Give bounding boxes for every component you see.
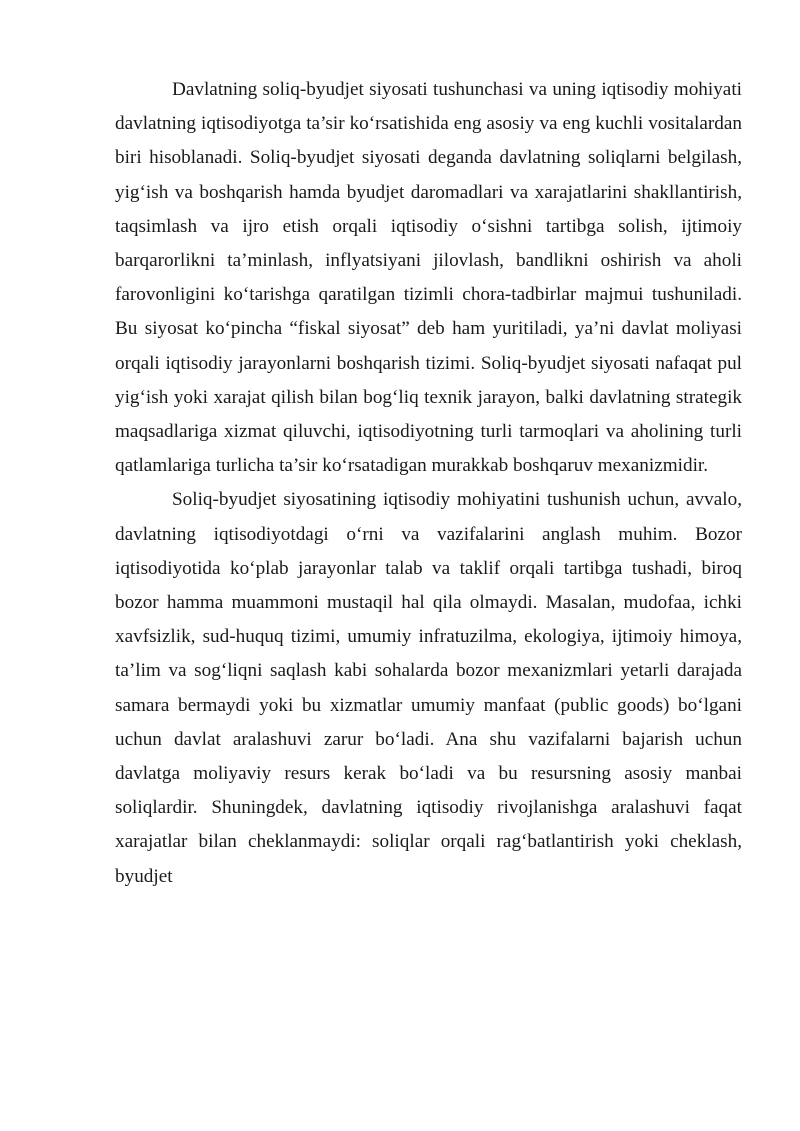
paragraph-fiscal-policy-definition: Davlatning soliq-byudjet siyosati tushunchasi va uning iqtisodiy mohiyati davlatning iqtisodiyotga ta’sir ko‘rsatishida eng asosiy va eng kuchli vositalardan biri hisoblanadi. Soliq-byudjet siyosati deganda davlatning soliqlarni belgilash, yig‘ish va boshqarish hamda byudjet daromadlari va xarajatlarini shakllantirish, taqsimlash va ijro etish orqali iqtisodiy o‘sishni tartibga solish, ijtimoiy barqarorlikni ta’minlash, inflyatsiyani jilovlash, bandlikni oshirish va aholi farovonligini ko‘tarishga qaratilgan tizimli chora-tadbirlar majmui tushuniladi. Bu siyosat ko‘pincha “fiskal siyosat” deb ham yuritiladi, ya’ni davlat moliyasi orqali iqtisodiy jarayonlarni boshqarish tizimi. Soliq-byudjet siyosati nafaqat pul yig‘ish yoki xarajat qilish bilan bog‘liq texnik jarayon, balki davlatning strategik maqsadlariga xizmat qiluvchi, iqtisodiyotning turli tarmoqlari va aholining turli qatlamlariga turlicha ta’sir ko‘rsatadigan murakkab boshqaruv mexanizmidir. [115,79,742,477]
document-body [115,73,742,894]
paragraph-economic-essence: Soliq-byudjet siyosatining iqtisodiy mohiyatini tushunish uchun, avvalo, davlatning iqtisodiyotdagi o‘rni va vazifalarini anglash muhim. Bozor iqtisodiyotida ko‘plab jarayonlar talab va taklif orqali tartibga tushadi, biroq bozor hamma muammoni mustaqil hal qila olmaydi. Masalan, mudofaa, ichki xavfsizlik, sud-huquq tizimi, umumiy infratuzilma, ekologiya, ijtimoiy himoya, ta’lim va sog‘liqni saqlash kabi sohalarda bozor mexanizmlari yetarli darajada samara bermaydi yoki bu xizmatlar umumiy manfaat (public goods) bo‘lgani uchun davlat aralashuvi zarur bo‘ladi. Ana shu vazifalarni bajarish uchun davlatga moliyaviy resurs kerak bo‘ladi va bu resursning asosiy manbai soliqlardir. Shuningdek, davlatning iqtisodiy rivojlanishga aralashuvi faqat xarajatlar bilan cheklanmaydi: soliqlar orqali rag‘batlantirish yoki cheklash, byudjet [115,489,742,887]
